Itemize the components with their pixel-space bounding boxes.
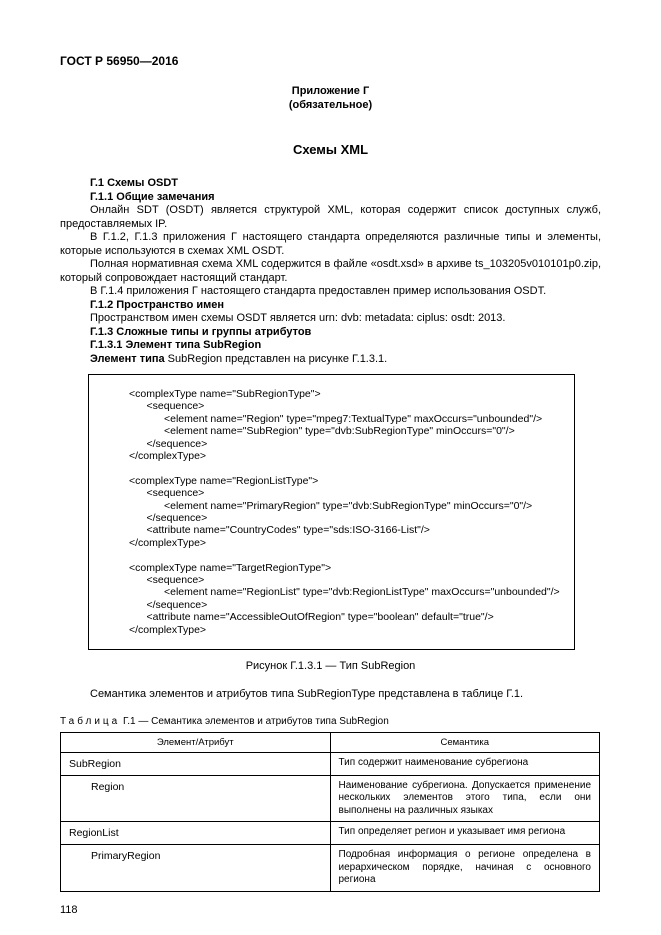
- section-heading-g1: Г.1 Схемы OSDT: [90, 177, 178, 189]
- table-caption-dash: —: [138, 715, 149, 727]
- paragraph: Семантика элементов и атрибутов типа SubRegionType представлена в таблице Г.1.: [90, 688, 524, 701]
- table-cell-semantics: Тип определяет регион и указывает имя региона: [330, 822, 600, 845]
- paragraph: В Г.1.4 приложения Г настоящего стандарта предоставлен пример использования OSDT.: [90, 285, 547, 297]
- table-cell-element: RegionList: [61, 822, 331, 845]
- table-cell-semantics: Подробная информация о регионе определена в иерархическом порядке, начиная с основного региона: [330, 845, 600, 892]
- code-line: <element name="RegionList" type="dvb:RegionListType" maxOccurs="unbounded"/>: [129, 586, 560, 599]
- code-line: <element name="Region" type="mpeg7:TextualType" maxOccurs="unbounded"/>: [129, 412, 543, 425]
- table-caption: [60, 716, 601, 727]
- code-line: <complexType name="TargetRegionType">: [129, 561, 332, 574]
- main-heading: Схемы XML: [292, 142, 369, 157]
- xml-schema-figure: [88, 374, 575, 650]
- annex-label: Приложение Г: [291, 85, 370, 97]
- paragraph: В Г.1.2, Г.1.3 приложения Г настоящего стандарта определяются различные типы и элементы, которые используются в схемах XML OSDT.: [60, 231, 601, 257]
- code-line: [129, 549, 566, 561]
- code-line: </complexType>: [129, 450, 207, 463]
- table-cell-element: SubRegion: [61, 752, 331, 775]
- table-header-semantics: Семантика: [330, 732, 600, 752]
- table-caption-number: Г.1: [123, 715, 136, 727]
- section-heading-g11: Г.1.1 Общие замечания: [90, 190, 215, 203]
- table-cell-semantics: Тип содержит наименование субрегиона: [330, 752, 600, 775]
- table-row: [61, 775, 600, 822]
- body-text: [60, 177, 601, 366]
- code-line: <element name="PrimaryRegion" type="dvb:SubRegionType" minOccurs="0"/>: [129, 499, 533, 512]
- table-row: [61, 822, 600, 845]
- annex-title: [60, 84, 601, 112]
- table-cell-element: PrimaryRegion: [61, 845, 331, 892]
- semantics-table: [60, 732, 600, 892]
- page-number: 118: [60, 903, 78, 916]
- doc-code: ГОСТ Р 56950—2016: [60, 54, 179, 68]
- paragraph: Онлайн SDT (OSDT) является структурой XML, которая содержит список доступных служб, предоставляемых IP.: [60, 204, 601, 230]
- table-header-element: Элемент/Атрибут: [61, 732, 331, 752]
- table-caption-word: Таблица: [60, 715, 121, 727]
- code-line: <sequence>: [129, 487, 205, 500]
- code-line: </sequence>: [129, 437, 208, 450]
- paragraph: [60, 353, 601, 367]
- code-line: <complexType name="SubRegionType">: [129, 388, 321, 400]
- paragraph-lead-bold: Элемент типа: [90, 352, 165, 365]
- table-row: [61, 845, 600, 892]
- figure-caption: Рисунок Г.1.3.1 — Тип SubRegion: [245, 660, 416, 673]
- code-line: </sequence>: [129, 512, 208, 525]
- annex-obligatory-note: (обязательное): [288, 99, 373, 111]
- table-cell-semantics: Наименование субрегиона. Допускается применение нескольких элементов этого типа, если они выполнены на различных языках: [330, 775, 600, 822]
- table-cell-element: Region: [61, 775, 331, 822]
- section-heading-g13: Г.1.3 Сложные типы и группы атрибутов: [90, 325, 312, 338]
- section-heading-g12: Г.1.2 Пространство имен: [90, 298, 225, 311]
- paragraph: Пространством имен схемы OSDT является urn: dvb: metadata: ciplus: osdt: 2013.: [90, 312, 506, 324]
- code-line: <element name="SubRegion" type="dvb:SubRegionType" minOccurs="0"/>: [129, 425, 515, 438]
- code-line: <complexType name="RegionListType">: [129, 474, 319, 487]
- code-line: </sequence>: [129, 598, 208, 611]
- table-row: [61, 752, 600, 775]
- code-line: <attribute name="AccessibleOutOfRegion" type="boolean" default="true"/>: [129, 611, 494, 624]
- paragraph-rest: SubRegion представлен на рисунке Г.1.3.1.: [164, 352, 388, 365]
- code-line: </complexType>: [129, 623, 207, 636]
- code-line: <attribute name="CountryCodes" type="sds:ISO-3166-List"/>: [129, 524, 430, 537]
- table-header-row: [61, 732, 600, 752]
- table-caption-text: Семантика элементов и атрибутов типа SubRegion: [151, 715, 389, 727]
- code-line: </complexType>: [129, 536, 207, 549]
- section-heading-g131: Г.1.3.1 Элемент типа SubRegion: [90, 339, 262, 351]
- paragraph: Полная нормативная схема XML содержится в файле «osdt.xsd» в архиве ts_103205v010101p0.zip, который сопровождает настоящий стандарт.: [60, 258, 601, 284]
- code-line: [129, 462, 566, 474]
- code-line: <sequence>: [129, 574, 205, 587]
- code-line: <sequence>: [129, 400, 205, 413]
